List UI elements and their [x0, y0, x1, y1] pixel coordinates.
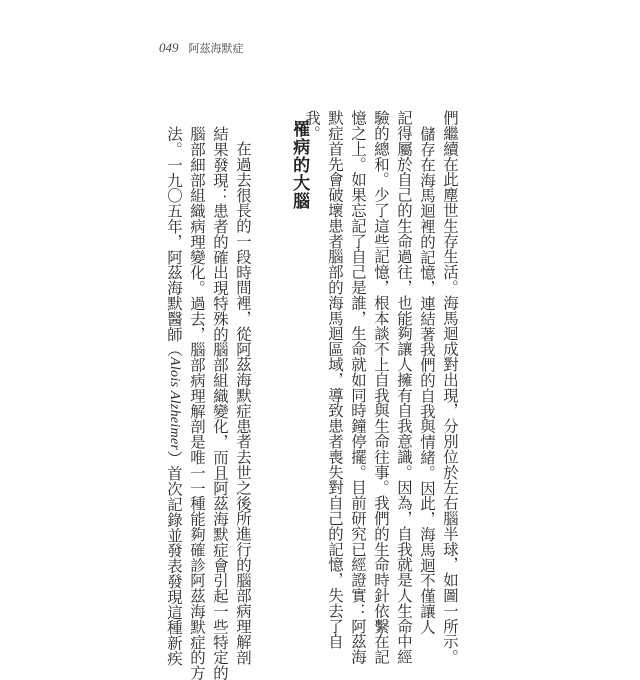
latin-name: Alois Alzheimer — [167, 357, 182, 451]
running-title: 阿茲海默症 — [188, 42, 244, 55]
text-column: 憶之上。如果忘記了自己是誰，生命就如同時鐘停擺。目前研究已經證實：阿茲海 — [349, 110, 367, 665]
text-segment: 法。一九〇五年，阿茲海默醫師（ — [165, 126, 183, 357]
text-column: 驗的總和。少了這些記憶，根本談不上自我與生命往事。我們的生命時針依繫在記 — [372, 110, 390, 665]
text-segment: ）首次記錄並發表發現這種新疾 — [165, 450, 183, 666]
page-number: 049 — [159, 40, 179, 55]
text-column: 腦部細部組織病理變化。過去，腦部病理解剖是唯一一種能夠確診阿茲海默症的方 — [188, 126, 206, 680]
text-column: 我。 — [303, 110, 321, 141]
text-column: 結果發現：患者的確出現特殊的腦部組織變化，而且阿茲海默症會引起一些特定的 — [211, 126, 229, 680]
text-column: 默症首先會破壞患者腦部的海馬迴區域，導致患者喪失對自己的記憶，失去了自 — [326, 110, 344, 649]
text-column: 記得屬於自己的生命過往，也能夠讓人擁有自我意識。因為，自我就是人生命中經 — [395, 110, 413, 665]
text-column: 在過去很長的一段時間裡，從阿茲海默症患者去世之後所進行的腦部病理解剖 — [234, 141, 252, 665]
text-column: 們繼續在此塵世生存生活。海馬迴成對出現，分別位於左右腦半球，如圖一所示。 — [441, 110, 459, 665]
page-header — [159, 40, 244, 56]
text-column — [165, 126, 183, 666]
section-heading: 罹病的大腦 — [289, 120, 310, 210]
text-column: 儲存在海馬迴裡的記憶，連結著我們的自我與情緒。因此，海馬迴不僅讓人 — [418, 126, 436, 635]
